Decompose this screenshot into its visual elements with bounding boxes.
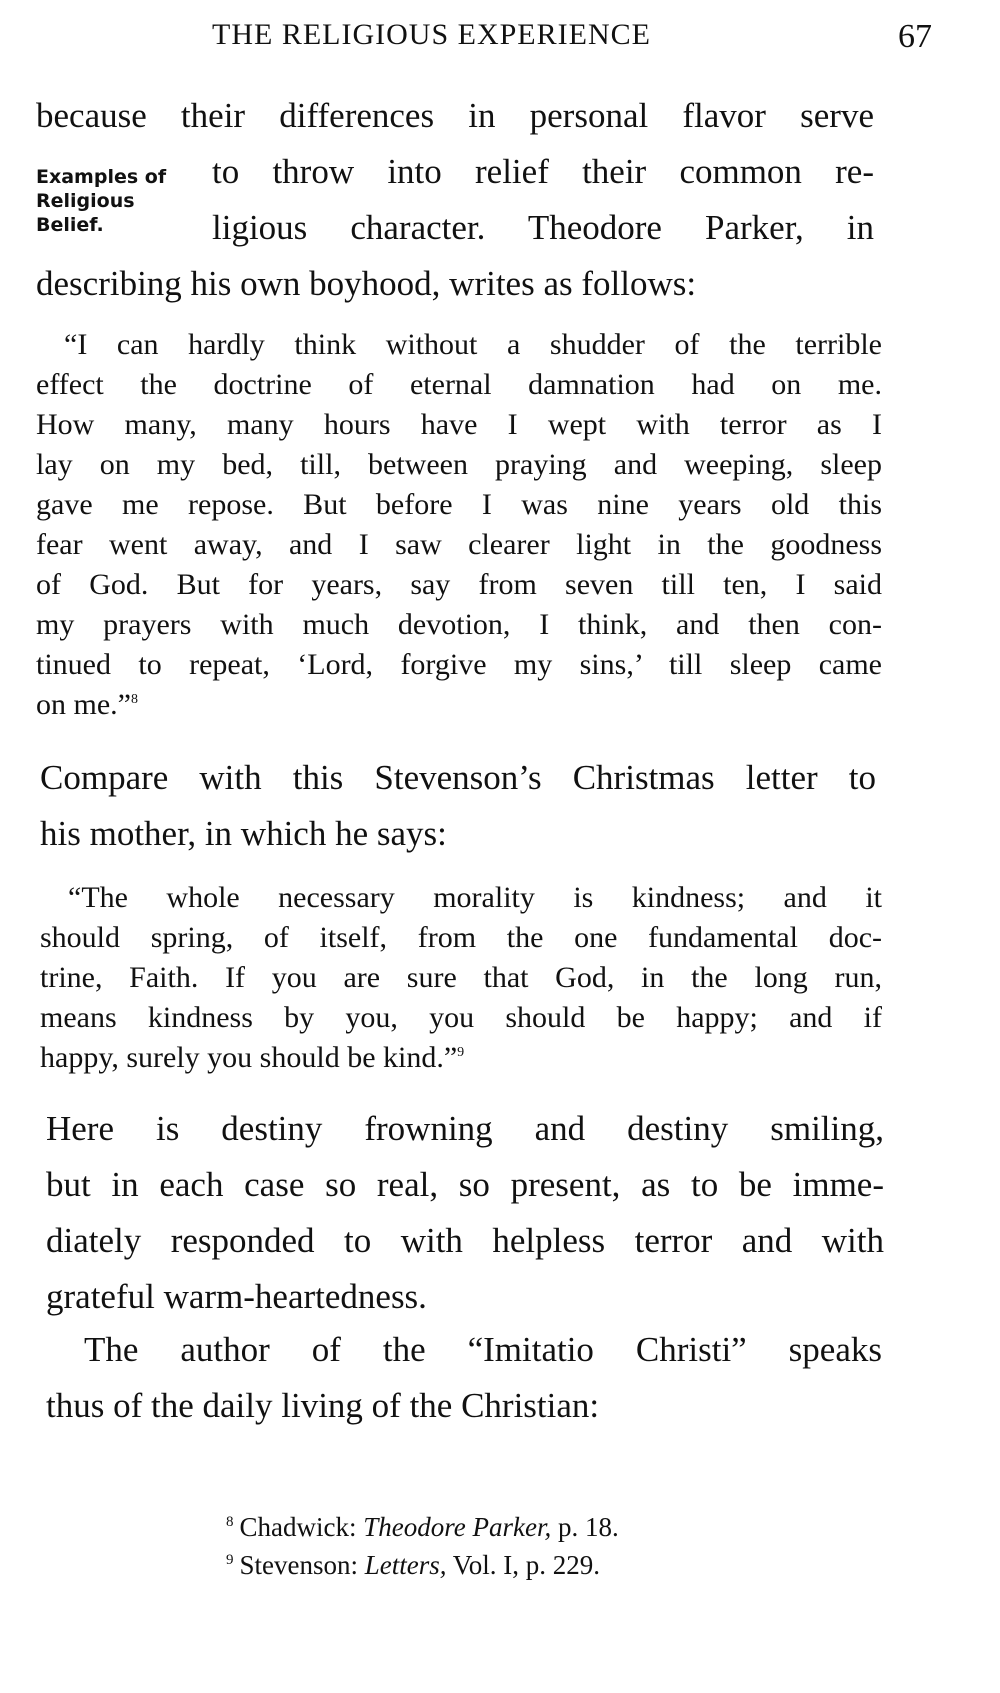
quote-line bbox=[40, 1038, 882, 1078]
text-line: thus of the daily living of the Christian: bbox=[46, 1386, 600, 1425]
footnote-number: 8 bbox=[226, 1514, 234, 1530]
footnote-page: Vol. I, p. 229. bbox=[452, 1550, 601, 1580]
text-line: Here is destiny frowning and destiny smiling, bbox=[46, 1109, 884, 1148]
footnote-8 bbox=[226, 1508, 619, 1546]
text-line: diately responded to with helpless terror and with bbox=[46, 1221, 884, 1260]
quote-line: should spring, of itself, from the one fundamental doc- bbox=[40, 921, 882, 954]
paragraph-compare bbox=[40, 750, 876, 862]
quote-line bbox=[36, 685, 882, 725]
block-quote-parker bbox=[36, 325, 882, 725]
paragraph-imitatio bbox=[46, 1322, 882, 1434]
text-line: but in each case so real, so present, as to be imme- bbox=[46, 1165, 884, 1204]
text-line: describing his own boyhood, writes as follows: bbox=[36, 264, 697, 303]
text-line: to throw into relief their common re- bbox=[212, 152, 874, 191]
quote-line-text: happy, surely you should be kind.” bbox=[40, 1041, 458, 1074]
text-line: Compare with this Stevenson’s Christmas letter to bbox=[40, 758, 876, 797]
quote-line: means kindness by you, you should be happy; and if bbox=[40, 1001, 882, 1034]
page-number: 67 bbox=[898, 18, 932, 55]
quote-line: fear went away, and I saw clearer light in the goodness bbox=[36, 528, 882, 561]
paragraph-destiny bbox=[46, 1101, 884, 1325]
block-quote-stevenson bbox=[40, 878, 882, 1078]
footnote-title: Letters, bbox=[364, 1550, 447, 1580]
quote-line: “I can hardly think without a shudder of the terrible bbox=[64, 328, 882, 361]
quote-line: of God. But for years, say from seven till ten, I said bbox=[36, 568, 882, 601]
quote-line: How many, many hours have I wept with terror as I bbox=[36, 408, 882, 441]
footnote-9 bbox=[226, 1546, 619, 1584]
quote-line: “The whole necessary morality is kindness; and it bbox=[68, 881, 882, 914]
running-head: THE RELIGIOUS EXPERIENCE bbox=[212, 18, 651, 51]
text-line: The author of the “Imitatio Christi” speaks bbox=[84, 1330, 882, 1369]
quote-line: gave me repose. But before I was nine years old this bbox=[36, 488, 882, 521]
footnote-number: 9 bbox=[226, 1552, 234, 1568]
footnote-page: p. 18. bbox=[557, 1512, 619, 1542]
footnote-ref: 9 bbox=[457, 1045, 465, 1060]
text-line: grateful warm-heartedness. bbox=[46, 1277, 427, 1316]
text-line: his mother, in which he says: bbox=[40, 814, 447, 853]
footnote-author: Stevenson: bbox=[239, 1550, 358, 1580]
margin-note: Examples of Religious Belief. bbox=[36, 166, 167, 236]
footnotes bbox=[226, 1508, 619, 1584]
quote-line: effect the doctrine of eternal damnation had on me. bbox=[36, 368, 882, 401]
quote-line: tinued to repeat, ‘Lord, forgive my sins,’ till sleep came bbox=[36, 648, 882, 681]
footnote-author: Chadwick: bbox=[239, 1512, 357, 1542]
quote-line: trine, Faith. If you are sure that God, in the long run, bbox=[40, 961, 882, 994]
quote-line: my prayers with much devotion, I think, and then con- bbox=[36, 608, 882, 641]
quote-line: lay on my bed, till, between praying and weeping, sleep bbox=[36, 448, 882, 481]
quote-line-text: on me.” bbox=[36, 688, 131, 721]
footnote-ref: 8 bbox=[130, 692, 138, 707]
text-line: because their differences in personal flavor serve bbox=[36, 96, 874, 135]
text-line: ligious character. Theodore Parker, in bbox=[212, 208, 874, 247]
footnote-title: Theodore Parker, bbox=[363, 1512, 552, 1542]
